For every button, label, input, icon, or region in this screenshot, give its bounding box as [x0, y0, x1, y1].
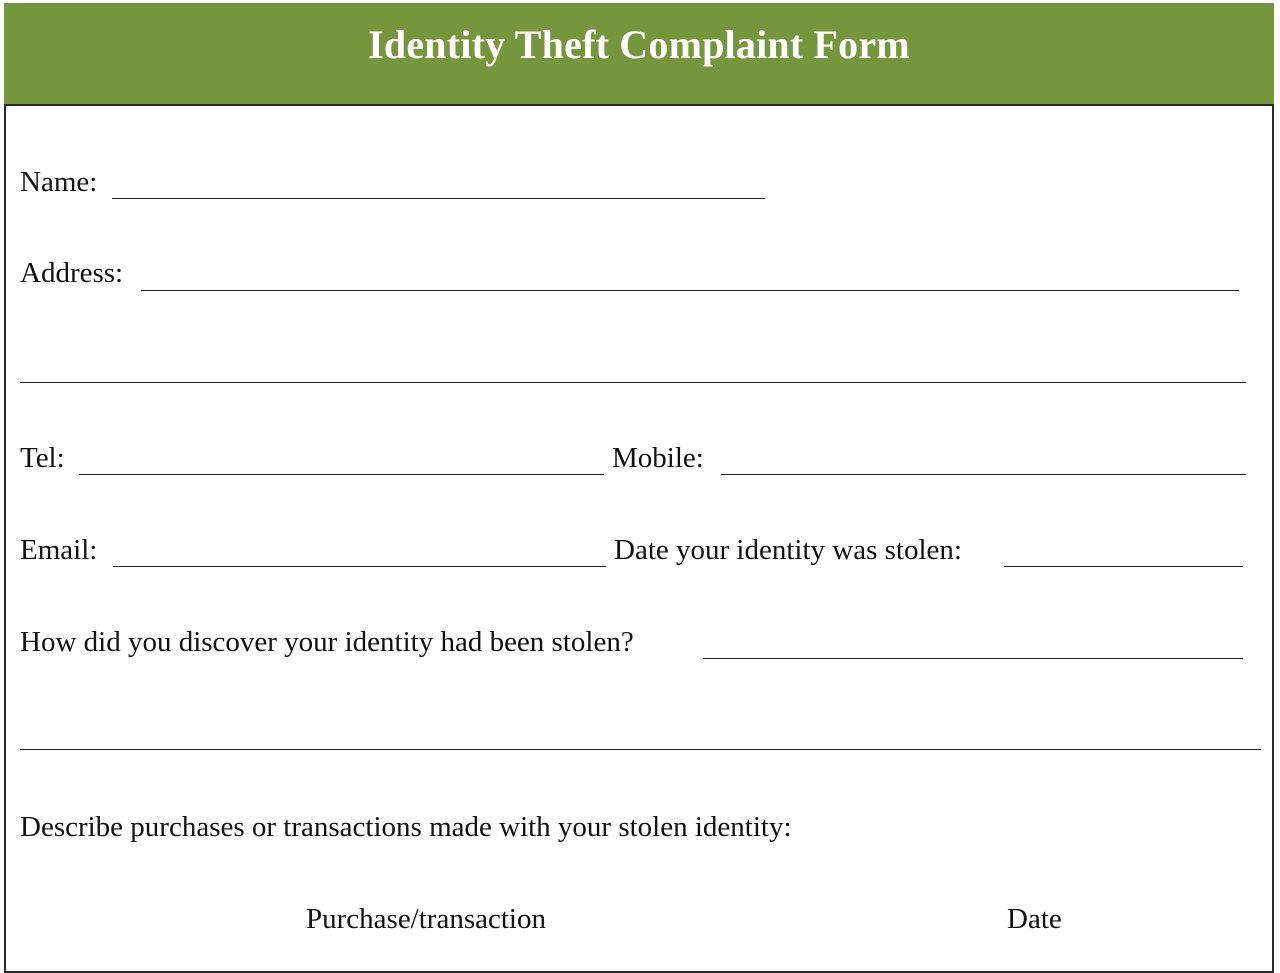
address-field-line[interactable] — [141, 290, 1239, 291]
mobile-label: Mobile: — [612, 442, 704, 474]
col-date-header: Date — [1007, 903, 1062, 935]
form-title: Identity Theft Complaint Form — [368, 22, 910, 67]
email-label: Email: — [20, 534, 98, 566]
address-field-line-2[interactable] — [20, 382, 1246, 383]
describe-label: Describe purchases or transactions made with your stolen identity: — [20, 811, 792, 843]
address-label: Address: — [20, 257, 124, 289]
date-stolen-label: Date your identity was stolen: — [614, 534, 962, 566]
discover-field-line[interactable] — [703, 658, 1243, 659]
discover-field-line-2[interactable] — [20, 749, 1261, 750]
email-field-line[interactable] — [113, 566, 606, 567]
col-purchase-header: Purchase/transaction — [306, 903, 546, 935]
tel-field-line[interactable] — [79, 474, 604, 475]
name-label: Name: — [20, 166, 98, 198]
date-stolen-field-line[interactable] — [1004, 566, 1243, 567]
name-field-line[interactable] — [112, 198, 765, 199]
mobile-field-line[interactable] — [721, 474, 1246, 475]
discover-label: How did you discover your identity had been stolen? — [20, 626, 634, 658]
tel-label: Tel: — [20, 442, 65, 474]
form-header — [4, 3, 1274, 106]
